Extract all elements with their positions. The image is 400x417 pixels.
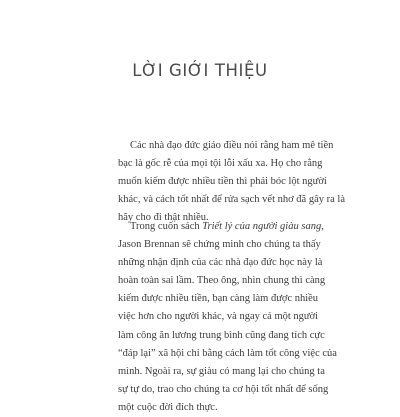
paragraph-line: những nhận định của các nhà đạo đức học này là (118, 257, 323, 269)
paragraph-line: hoàn toàn sai lầm. Theo ông, nhìn chung thì càng (118, 275, 326, 287)
paragraph-line-punct: , (321, 221, 324, 232)
paragraph-line: muốn kiếm được nhiều tiền thì phải bóc lột người (118, 176, 327, 188)
paragraph-line: Jason Brennan sẽ chứng minh cho chúng ta thấy (118, 239, 321, 251)
paragraph-line: kiếm được nhiều tiền, bạn càng làm được nhiều (118, 293, 319, 305)
paragraph-line: sự tự do, trao cho chúng ta cơ hội tốt nhất để sống (118, 383, 329, 395)
paragraph-line: khác, và cách tốt nhất để rửa sạch vết nhơ đã gây ra là (118, 194, 345, 206)
paragraph-line: một cuộc đời đích thực. (118, 401, 218, 413)
paragraph-line: việc hơn cho người khác, và ngay cả một người (118, 311, 319, 323)
paragraph-line: Các nhà đạo đức giáo điều nói rằng ham mê tiền (130, 140, 334, 151)
paragraph-2 (118, 218, 337, 417)
book-title: Triết lý của người giàu sang (202, 221, 322, 232)
paragraph-line-text: Trong cuốn sách (130, 221, 203, 232)
paragraph-line: hãy cho đi thật nhiều. (118, 212, 209, 224)
paragraph-line: “đáp lại” xã hội chỉ bằng cách làm tốt công việc của (118, 347, 337, 359)
paragraph-line (118, 218, 324, 236)
paragraph-line: mình. Ngoài ra, sự giàu có mang lại cho chúng ta (118, 365, 325, 377)
paragraph-line: bạc là gốc rễ của mọi tội lỗi xấu xa. Họ cho rằng (118, 158, 323, 170)
paragraph-line: làm công ăn lương trung bình cũng đang tích cực (118, 329, 325, 341)
page-title: LỜI GIỚI THIỆU (132, 61, 268, 80)
